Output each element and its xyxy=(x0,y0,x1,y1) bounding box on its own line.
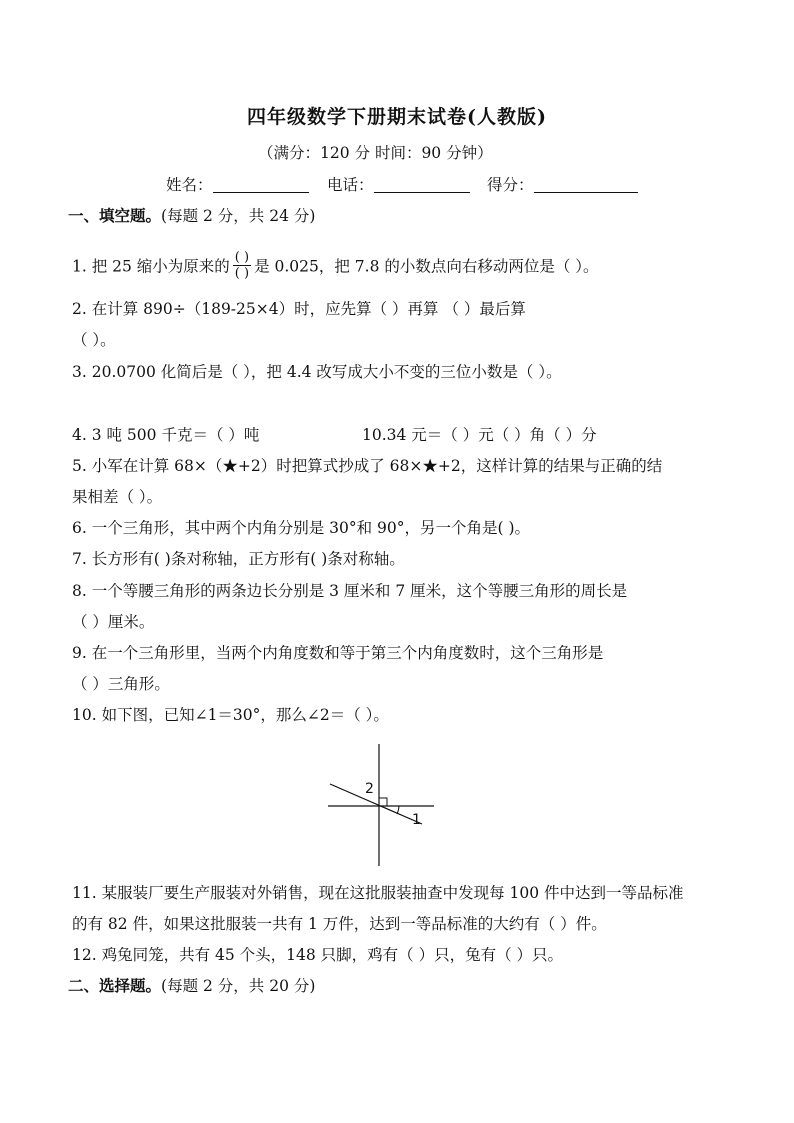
question-2-line-1: 2. 在计算 890÷（189-25×4）时，应先算（ ）再算 （ ）最后算 xyxy=(72,300,526,318)
question-6: 6. 一个三角形，其中两个内角分别是 30°和 90°，另一个角是( )。 xyxy=(72,519,531,537)
section-1-note: (每题 2 分，共 24 分) xyxy=(161,207,316,225)
phone-label: 电话： xyxy=(327,176,374,194)
question-12: 12. 鸡兔同笼，共有 45 个头，148 只脚，鸡有（ ）只，兔有（ ）只。 xyxy=(72,946,564,964)
name-label: 姓名： xyxy=(166,176,213,194)
angle-1-arc xyxy=(397,806,399,814)
question-4-part-1: 4. 3 吨 500 千克＝（ ）吨 xyxy=(72,426,260,444)
score-field[interactable] xyxy=(487,175,638,195)
page-title: 四年级数学下册期末试卷(人教版) xyxy=(247,106,547,128)
question-5-line-1: 5. 小军在计算 68×（★+2）时把算式抄成了 68×★+2，这样计算的结果与正确的结 xyxy=(72,457,663,475)
angle-1-label: 1 xyxy=(412,812,421,828)
section-2-note: (每题 2 分，共 20 分) xyxy=(161,977,316,995)
section-1-title: 一、填空题。 xyxy=(68,206,162,225)
question-3: 3. 20.0700 化简后是（ ），把 4.4 改写成大小不变的三位小数是（ ）。 xyxy=(72,363,562,381)
question-8-line-2: （ ）厘米。 xyxy=(72,613,155,631)
section-2-title: 二、选择题。 xyxy=(68,976,162,995)
question-9-line-1: 9. 在一个三角形里，当两个内角度数和等于第三个内角度数时，这个三角形是 xyxy=(72,644,604,662)
question-9-line-2: （ ）三角形。 xyxy=(72,675,170,693)
phone-blank[interactable] xyxy=(374,176,470,193)
right-angle-mark xyxy=(379,798,387,806)
score-label: 得分： xyxy=(487,176,534,194)
question-4-part-2: 10.34 元＝（ ）元（ ）角（ ）分 xyxy=(362,426,597,444)
question-11-line-1: 11. 某服装厂要生产服装对外销售，现在这批服装抽查中发现每 100 件中达到一等品标准 xyxy=(72,884,684,902)
q1-text-after: 是 0.025，把 7.8 的小数点向右移动两位是（ ）。 xyxy=(254,257,599,276)
angle-2-label: 2 xyxy=(365,781,374,797)
question-11-line-2: 的有 82 件，如果这批服装一共有 1 万件，达到一等品标准的大约有（ ）件。 xyxy=(72,915,607,933)
question-5-line-2: 果相差（ ）。 xyxy=(72,488,163,506)
question-10: 10. 如下图，已知∠1＝30°，那么∠2＝（ ）。 xyxy=(72,706,389,724)
angle-diagram xyxy=(322,744,442,868)
exam-meta: （满分：120 分 时间：90 分钟） xyxy=(258,144,493,162)
question-7: 7. 长方形有( )条对称轴，正方形有( )条对称轴。 xyxy=(72,550,405,568)
question-8-line-1: 8. 一个等腰三角形的两条边长分别是 3 厘米和 7 厘米，这个等腰三角形的周长是 xyxy=(72,582,628,600)
score-blank[interactable] xyxy=(534,176,638,193)
question-1 xyxy=(72,250,599,282)
name-field[interactable] xyxy=(166,175,309,195)
question-2-line-2: （ ）。 xyxy=(72,331,116,349)
name-blank[interactable] xyxy=(213,176,309,193)
fraction-numerator: ( ) xyxy=(234,250,250,265)
slanted-line xyxy=(330,784,422,824)
fraction-denominator: ( ) xyxy=(234,266,250,281)
phone-field[interactable] xyxy=(327,175,470,195)
section-1-heading xyxy=(68,206,315,226)
fraction-blank[interactable] xyxy=(233,251,251,280)
q1-text-before: 1. 把 25 缩小为原来的 xyxy=(72,257,230,276)
section-2-heading xyxy=(68,976,315,996)
